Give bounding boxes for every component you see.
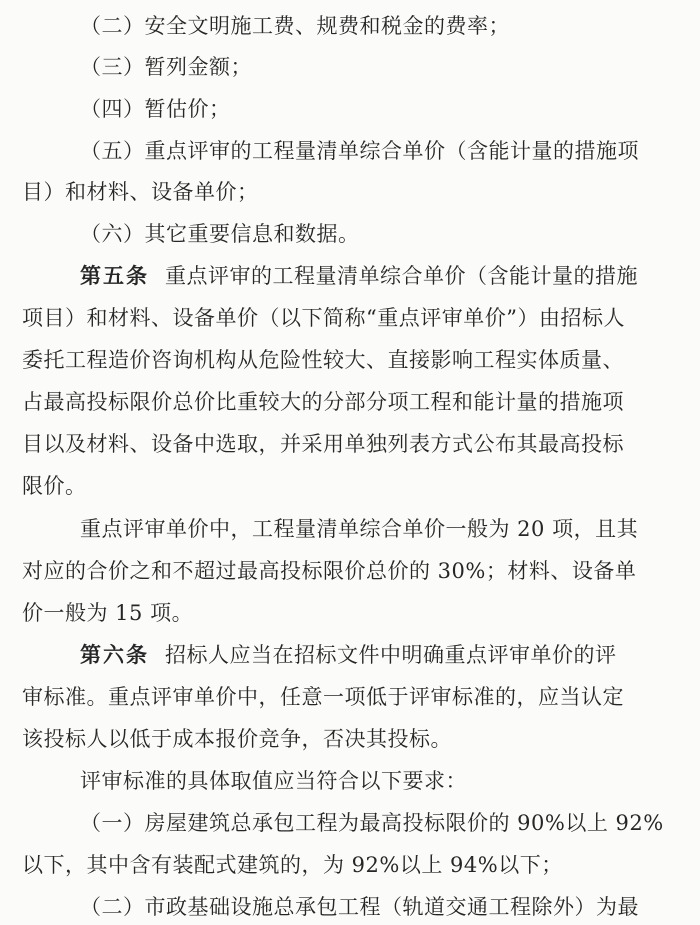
article-5-line-2: 项目）和材料、设备单价（以下简称“重点评审单价”）由招标人 xyxy=(22,306,625,330)
article-5-para2-line-2: 对应的合价之和不超过最高投标限价总价的 30%；材料、设备单 xyxy=(22,559,637,583)
article-5-line-1: 重点评审的工程量清单综合单价（含能计量的措施 xyxy=(165,264,638,288)
article-6-item-1-line-2: 以下，其中含有装配式建筑的，为 92%以上 94%以下； xyxy=(22,853,563,877)
article-5-line-5: 目以及材料、设备中选取，并采用单独列表方式公布其最高投标 xyxy=(22,432,624,456)
article-6-line-3: 该投标人以低于成本报价竞争，否决其投标。 xyxy=(22,727,452,751)
article-5-heading: 第五条 xyxy=(80,264,149,288)
article-5-para2-line-1: 重点评审单价中，工程量清单综合单价一般为 20 项，且其 xyxy=(80,517,639,541)
article-5-para2-line-3: 价一般为 15 项。 xyxy=(22,601,194,625)
item-5-line-1: （五）重点评审的工程量清单综合单价（含能计量的措施项 xyxy=(80,139,639,163)
article-6-first-line xyxy=(80,640,617,670)
article-5-line-4: 占最高投标限价总价比重较大的分部分项工程和能计量的措施项 xyxy=(22,390,624,414)
article-6-line-2: 审标准。重点评审单价中，任意一项低于评审标准的，应当认定 xyxy=(22,685,624,709)
article-5-first-line xyxy=(80,261,638,291)
article-6-line-1: 招标人应当在招标文件中明确重点评审单价的评 xyxy=(165,643,617,667)
article-6-item-2-line-1: （二）市政基础设施总承包工程（轨道交通工程除外）为最 xyxy=(80,895,639,919)
item-6-other-info: （六）其它重要信息和数据。 xyxy=(80,222,360,246)
article-6-item-1-line-1: （一）房屋建筑总承包工程为最高投标限价的 90%以上 92% xyxy=(80,811,664,835)
item-4-provisional-price: （四）暂估价； xyxy=(80,97,231,121)
article-6-para2: 评审标准的具体取值应当符合以下要求： xyxy=(80,769,467,793)
item-5-line-2: 目）和材料、设备单价； xyxy=(22,180,259,204)
item-2-fee-rates: （二）安全文明施工费、规费和税金的费率； xyxy=(80,14,510,38)
item-3-provisional-sum: （三）暂列金额； xyxy=(80,55,252,79)
article-6-heading: 第六条 xyxy=(80,643,149,667)
article-5-line-6: 限价。 xyxy=(22,474,87,498)
article-5-line-3: 委托工程造价咨询机构从危险性较大、直接影响工程实体质量、 xyxy=(22,348,624,372)
